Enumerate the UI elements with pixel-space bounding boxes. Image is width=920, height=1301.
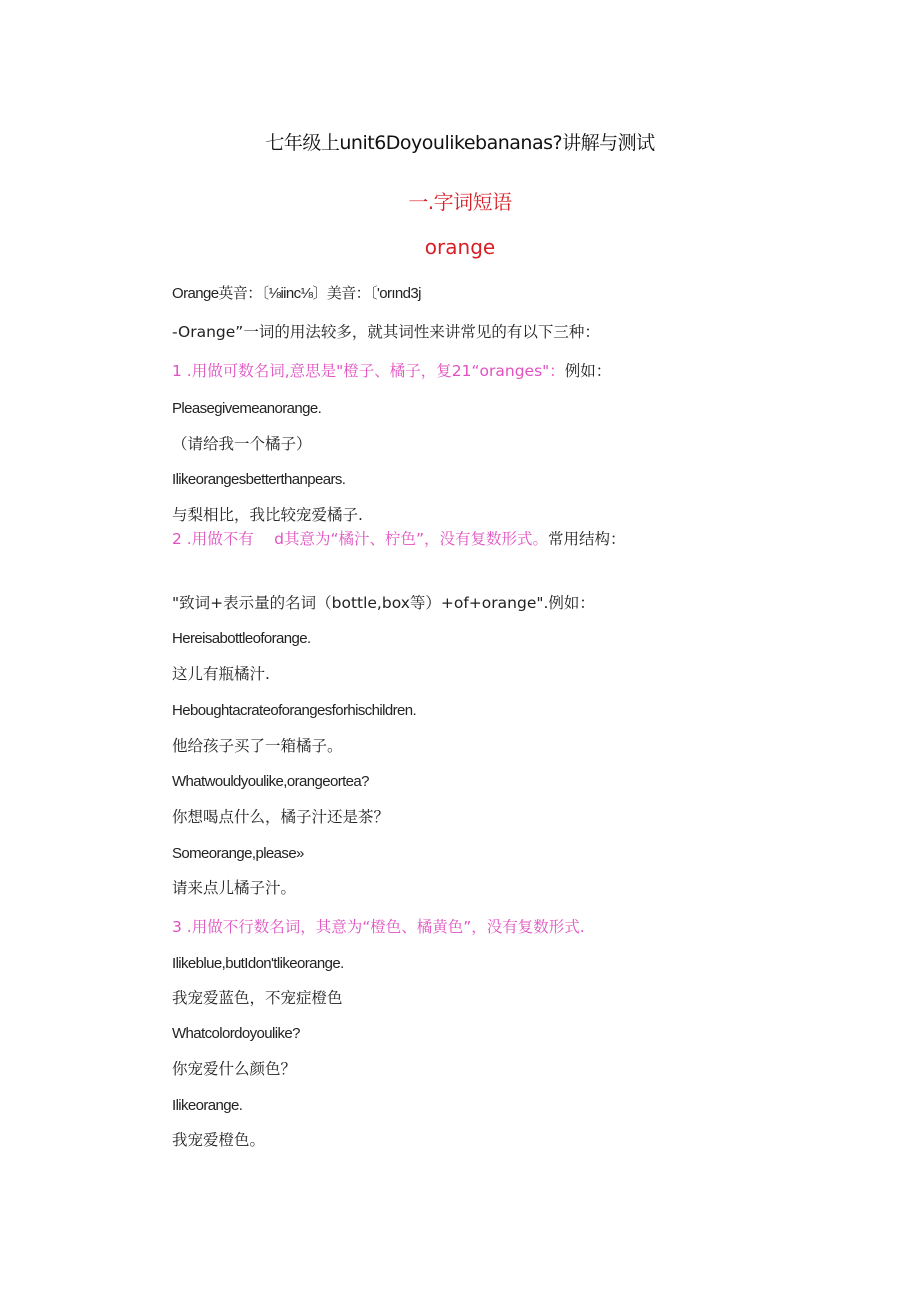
- point-3: 3 .用做不行数名词，其意为“橙色、橘黄色”，没有复数形式.: [172, 918, 585, 936]
- example-5-en: Whatwouldyoulike,orangeortea?: [172, 773, 369, 790]
- example-3-zh: 这儿有瓶橘汁.: [172, 665, 270, 683]
- point-1-example-label: 例如：: [564, 362, 612, 380]
- word-heading: orange: [424, 235, 496, 259]
- point-1: [172, 359, 732, 383]
- example-5-zh: 你想喝点什么，橘子汁还是茶？: [172, 808, 390, 826]
- point-1-text: 1 .用做可数名词,意思是"橙子、橘子，复21“oranges"：: [172, 362, 565, 380]
- example-8-en: Whatcolordoyoulike?: [172, 1025, 300, 1042]
- example-4-zh: 他给孩子买了一箱橘子。: [172, 737, 343, 755]
- example-1-zh: （请给我一个橘子）: [172, 435, 312, 453]
- point-2: [172, 527, 720, 552]
- example-7-zh: 我宠爱蓝色，不宠症橙色: [172, 989, 343, 1007]
- example-4-en: Heboughtacrateoforangesforhischildren.: [172, 702, 417, 719]
- example-9-zh: 我宠爱橙色。: [172, 1131, 266, 1149]
- usage-intro: -Orange”一词的用法较多，就其词性来讲常见的有以下三种：: [172, 323, 600, 341]
- example-7-en: Ilikeblue,butIdon'tlikeorange.: [172, 955, 344, 972]
- example-1-en: Pleasegivemeanorange.: [172, 400, 322, 417]
- example-2-en: Ilikeorangesbetterthanpears.: [172, 471, 346, 488]
- example-9-en: Ilikeorange.: [172, 1097, 243, 1114]
- structure-line: "致词+表示量的名词（bottle,box等）+of+orange".例如：: [172, 594, 595, 612]
- point-2-structure-label: 常用结构：: [548, 530, 626, 548]
- example-3-en: Hereisabottleoforange.: [172, 630, 311, 647]
- example-2-zh: 与梨相比，我比较宠爱橘子.: [172, 506, 363, 524]
- point-2-text: 2 .用做不有 d其意为“橘汁、柠色”，没有复数形式。: [172, 530, 549, 548]
- example-6-zh: 请来点儿橘子汁。: [172, 879, 297, 897]
- section-heading: 一.字词短语: [408, 190, 512, 214]
- example-8-zh: 你宠爱什么颜色？: [172, 1060, 297, 1078]
- document-title: 七年级上unit6Doyoulikebananas?讲解与测试: [265, 132, 655, 154]
- pronunciation-line: Orange英音：〔⅛iinc⅛〕美音：〔'orınd3j: [172, 285, 421, 302]
- example-6-en: Someorange,please»: [172, 845, 304, 862]
